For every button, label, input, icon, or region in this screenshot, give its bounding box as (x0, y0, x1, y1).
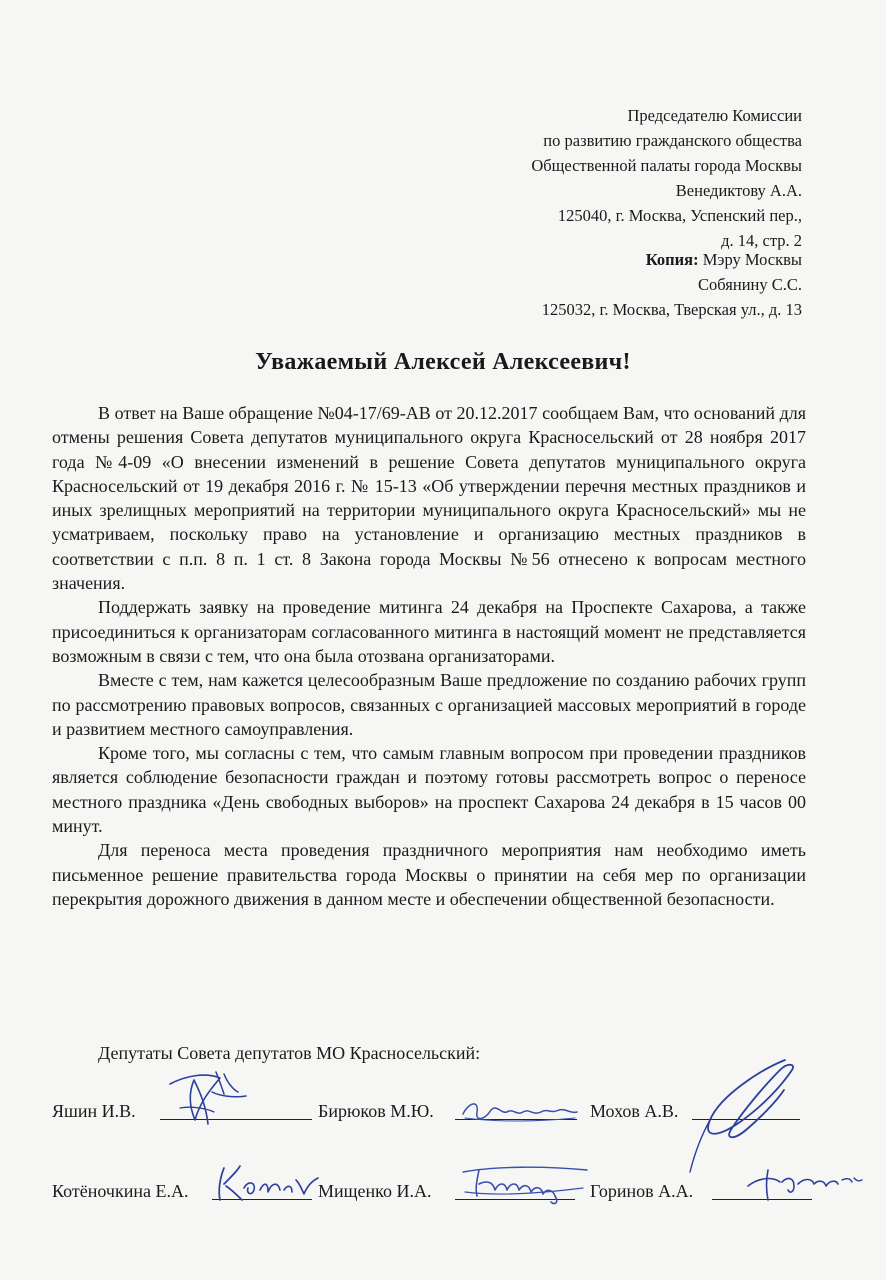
copy-line: Собянину С.С. (698, 275, 802, 294)
signature-kotenochkina (210, 1160, 320, 1206)
signature-mishchenko (455, 1162, 590, 1208)
signatory-name: Яшин И.В. (52, 1101, 136, 1121)
copy-label: Копия: (645, 250, 699, 269)
addressee-line: Венедиктову А.А. (675, 181, 802, 200)
signatory-name: Горинов А.А. (590, 1181, 694, 1201)
addressee-line: д. 14, стр. 2 (721, 231, 802, 250)
signature-yashin (150, 1062, 260, 1132)
addressee-block (531, 103, 802, 253)
signatory-name: Бирюков М.Ю. (318, 1101, 434, 1121)
signatory-name: Мохов А.В. (590, 1101, 679, 1121)
signature-gorinov (738, 1160, 868, 1206)
copy-line: 125032, г. Москва, Тверская ул., д. 13 (541, 300, 802, 319)
addressee-line: Председателю Комиссии (627, 106, 802, 125)
signature-mokhov (680, 1048, 810, 1178)
addressee-line: по развитию гражданского общества (543, 131, 802, 150)
deputies-title: Депутаты Совета депутатов МО Красносельский: (98, 1043, 481, 1063)
signatory-name: Мищенко И.А. (318, 1181, 432, 1201)
signatory-name: Котёночкина Е.А. (52, 1181, 189, 1201)
addressee-line: 125040, г. Москва, Успенский пер., (557, 206, 802, 225)
paragraph: Для переноса места проведения праздничного мероприятия нам необходимо иметь письменное решение правительства города Москвы о принятии на себя мер по организации перекрытия дорожного движения в данном месте и обеспечении общественной безопасности. (52, 840, 806, 909)
letter-body (52, 401, 806, 911)
signature-biryukov (455, 1092, 580, 1132)
paragraph: Вместе с тем, нам кажется целесообразным Ваше предложение по созданию рабочих групп по рассмотрению правовых вопросов, связанных с организацией массовых мероприятий в городе и развитием местного самоуправления. (52, 670, 806, 739)
paragraph: В ответ на Ваше обращение №04-17/69-АВ от 20.12.2017 сообщаем Вам, что оснований для отмены решения Совета депутатов муниципального округа Красносельский от 28 ноября 2017 года №4-09 «О внесении изменений в решение Совета депутатов муниципального округа Красносельский от 19 декабря 2016 г. № 15-13 «Об утверждении перечня местных праздников и иных зрелищных мероприятий на территории муниципального округа Красносельский» мы не усматриваем, поскольку право на установление и организацию местных праздников в соответствии с п.п. 8 п. 1 ст. 8 Закона города Москвы №56 отнесено к вопросам местного значения. (52, 403, 806, 594)
copy-line: Мэру Москвы (702, 250, 802, 269)
paragraph: Кроме того, мы согласны с тем, что самым главным вопросом при проведении праздников является соблюдение безопасности граждан и поэтому готовы рассмотреть вопрос о переносе местного праздника «День свободных выборов» на проспект Сахарова 24 декабря в 15 часов 00 минут. (52, 743, 806, 837)
greeting: Уважаемый Алексей Алексеевич! (255, 349, 631, 375)
copy-block (542, 247, 802, 322)
addressee-line: Общественной палаты города Москвы (531, 156, 802, 175)
paragraph: Поддержать заявку на проведение митинга 24 декабря на Проспекте Сахарова, а также присоединиться к организаторам согласованного митинга в настоящий момент не представляется возможным в связи с тем, что она была отозвана организаторами. (52, 597, 806, 666)
